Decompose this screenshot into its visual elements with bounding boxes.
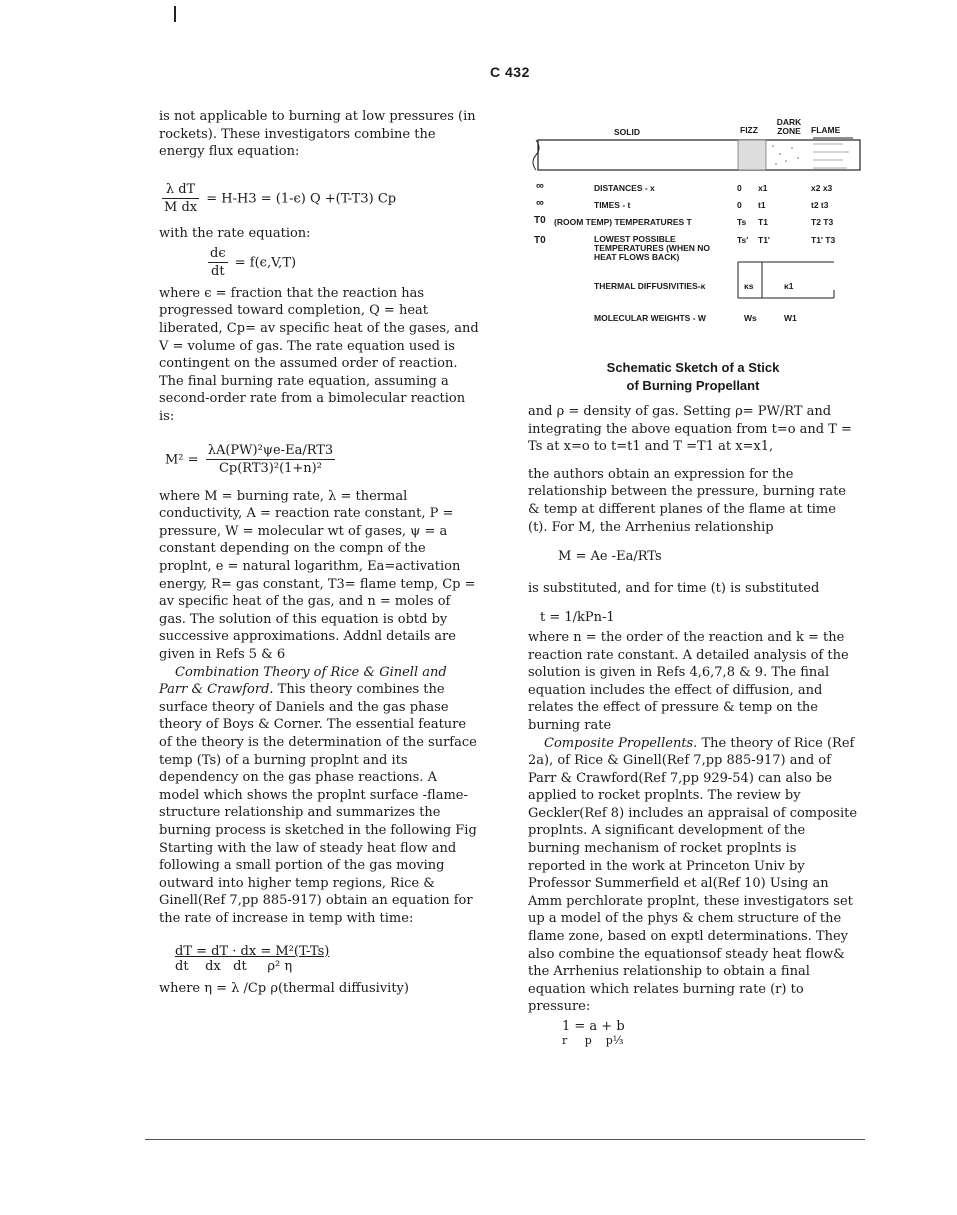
right-paragraph-5 (528, 735, 858, 1017)
row-lowest-sym: T0 (534, 235, 546, 246)
page-number: C 432 (490, 64, 530, 80)
left-paragraph-7: where η = λ /Cp ρ(thermal diffusivity) (159, 980, 409, 996)
row-diffusivity-v1: κs (744, 281, 754, 291)
row-distances-v1: 0 (737, 183, 742, 193)
right-paragraph-4: where n = the order of the reaction and k = the reaction rate constant. A detailed analysis of the solution is given in Refs 4,6,7,8 & 9. The final equation includes the effect of diffusion, and relates the effect of pressure & temp on the burning rate (528, 629, 849, 733)
right-paragraph-2: the authors obtain an expression for the relationship between the pressure, burning rate & temp at different planes of the flame at time (t). For M, the Arrhenius relationship (528, 466, 846, 535)
left-paragraph-5 (159, 664, 479, 840)
row-diffusivity-v2: κ1 (784, 281, 794, 291)
left-paragraph-2: with the rate equation: (159, 225, 311, 241)
row-lowest-v3: T1' T3 (811, 235, 836, 245)
label-dark-zone: DARK ZONE (776, 117, 802, 136)
row-times-v3: t2 t3 (811, 200, 829, 210)
row-distances-label: DISTANCES - x (594, 183, 655, 193)
left-paragraph-5-text: This theory combines the surface theory of Daniels and the gas phase theory of Boys & Corner. The essential feature of the theory is the determination of the surface temp (Ts) of a burning proplnt and its dependency on the gas phase reactions. A model which shows the proplnt surface -flame-structure relationship and summarizes the burning process is sketched in the following Fig (159, 682, 477, 838)
eq4-top: dT = dT · dx = M²(T-Ts) (175, 943, 330, 959)
row-temp-v3: T2 T3 (811, 217, 834, 227)
combination-theory-heading: Combination Theory of Rice & Ginell and Parr & Crawford. (159, 664, 447, 698)
left-paragraph-6: Starting with the law of steady heat flow and following a small portion of the gas moving outward into higher temp regions, Rice & Ginell(Ref 7,pp 885-917) obtain an equation for the rate of increase in temp with time: (159, 840, 473, 926)
right-paragraph-3: is substituted, and for time (t) is substituted (528, 580, 820, 596)
time-equation: t = 1/kPn-1 (540, 610, 615, 626)
energy-flux-equation (159, 181, 479, 217)
figure-caption-line-1: Schematic Sketch of a Stick (606, 360, 780, 375)
eq3-lhs: M² = (165, 452, 199, 468)
eq2-num: dϵ (208, 245, 228, 264)
row-diffusivity-label: THERMAL DIFFUSIVITIES-κ (594, 281, 706, 291)
row-times-v2: t1 (758, 200, 766, 210)
right-column (528, 118, 858, 1048)
row-times-label: TIMES - t (594, 200, 631, 210)
row-lowest-v1: Ts' (737, 235, 749, 245)
row-temp-v1: Ts (737, 217, 747, 227)
burning-rate-equation (165, 442, 479, 478)
label-solid: SOLID (614, 127, 640, 137)
row-lowest-label: LOWEST POSSIBLE TEMPERATURES (WHEN NO HEAT FLOWS BACK) (594, 234, 711, 262)
eq1-lhs-num: λ dT (162, 181, 199, 200)
label-flame: FLAME (811, 125, 841, 135)
row-molweight-v2: W1 (784, 313, 797, 323)
row-temp-v2: T1 (758, 217, 768, 227)
figure-caption (528, 359, 858, 395)
row-distances-v2: x1 (758, 183, 768, 193)
right-paragraph-1: and ρ = density of gas. Setting ρ= PW/RT and integrating the above equation from t=o and T = Ts at x=o to t=t1 and T =T1 at x=x1, (528, 404, 852, 455)
temp-rate-equation (175, 944, 479, 974)
row-molweight-label: MOLECULAR WEIGHTS - W (594, 313, 706, 323)
left-paragraph-3: where ϵ = fraction that the reaction has progressed toward completion, Q = heat liberated, Cp= av specific heat of the gases, and V = volume of gas. The rate equation used is contingent on the assumed order of reaction. The final burning rate equation, assuming a second-order rate from a bimolecular reaction is: (159, 285, 479, 424)
left-column (159, 108, 479, 997)
eq2-rhs: = f(ϵ,V,T) (234, 255, 297, 271)
eq1-rhs: = H-H3 = (1-ϵ) Q +(T-T3) Cp (206, 191, 397, 207)
eq1-lhs-den: M dx (164, 200, 198, 216)
left-paragraph-1: is not applicable to burning at low pressures (in rockets). These investigators combine the energy flux equation: (159, 109, 476, 160)
arrhenius-equation: M = Ae -Ea/RTs (558, 549, 662, 565)
burning-rate-pressure-equation (562, 1020, 858, 1048)
row-times-v1: 0 (737, 200, 742, 210)
eq3-num: λA(PW)²ψe-Ea/RT3 (206, 442, 336, 461)
row-distances-sym: ∞ (536, 180, 544, 192)
margin-mark (174, 6, 176, 22)
figure-caption-line-2: of Burning Propellant (626, 378, 760, 393)
row-lowest-v2: T1' (758, 235, 770, 245)
eq4-bottom: dt dx dt ρ² η (175, 958, 293, 974)
eq-r-bottom: r p p⅓ (562, 1034, 624, 1047)
row-temp-label: (ROOM TEMP) TEMPERATURES T (554, 217, 692, 227)
row-temp-sym: T0 (534, 215, 546, 226)
label-fizz: FIZZ (740, 125, 758, 135)
eq3-den: Cp(RT3)²(1+n)² (218, 461, 322, 477)
composite-propellents-heading: Composite Propellents. (544, 735, 698, 751)
eq-r-top: 1 = a + b (562, 1019, 625, 1034)
eq2-den: dt (211, 264, 225, 280)
left-paragraph-4: where M = burning rate, λ = thermal conductivity, A = reaction rate constant, P = pressure, W = molecular wt of gases, ψ = a constant depending on the compn of the proplnt, e = natural logarithm, Ea=activation energy, R= gas constant, T3= flame temp, Cp = av specific heat of the gas, and n = moles of gas. The solution of this equation is obtd by successive approximations. Addnl details are given in Refs 5 & 6 (159, 488, 476, 663)
rate-equation (205, 245, 479, 281)
propellant-sketch (528, 118, 858, 353)
row-times-sym: ∞ (536, 197, 544, 209)
right-paragraph-5-text: The theory of Rice (Ref 2a), of Rice & Ginell(Ref 7,pp 885-917) and of Parr & Crawford(Ref 7,pp 929-54) can also be applied to rocket proplnts. The review by Geckler(Ref 8) includes an appraisal of composite proplnts. A significant development of the burning mechanism of rocket proplnts is reported in the work at Princeton Univ by Professor Summerfield et al(Ref 10) Using an Amm perchlorate proplnt, these investigators set up a model of the phys & chem structure of the flame zone, based on exptl determinations. They also combine the equationsof steady heat flow& the Arrhenius relationship to obtain a final equation which relates burning rate (r) to pressure: (528, 735, 858, 1015)
row-distances-v3: x2 x3 (811, 183, 833, 193)
footer-rule (145, 1139, 865, 1140)
row-molweight-v1: Ws (744, 313, 757, 323)
